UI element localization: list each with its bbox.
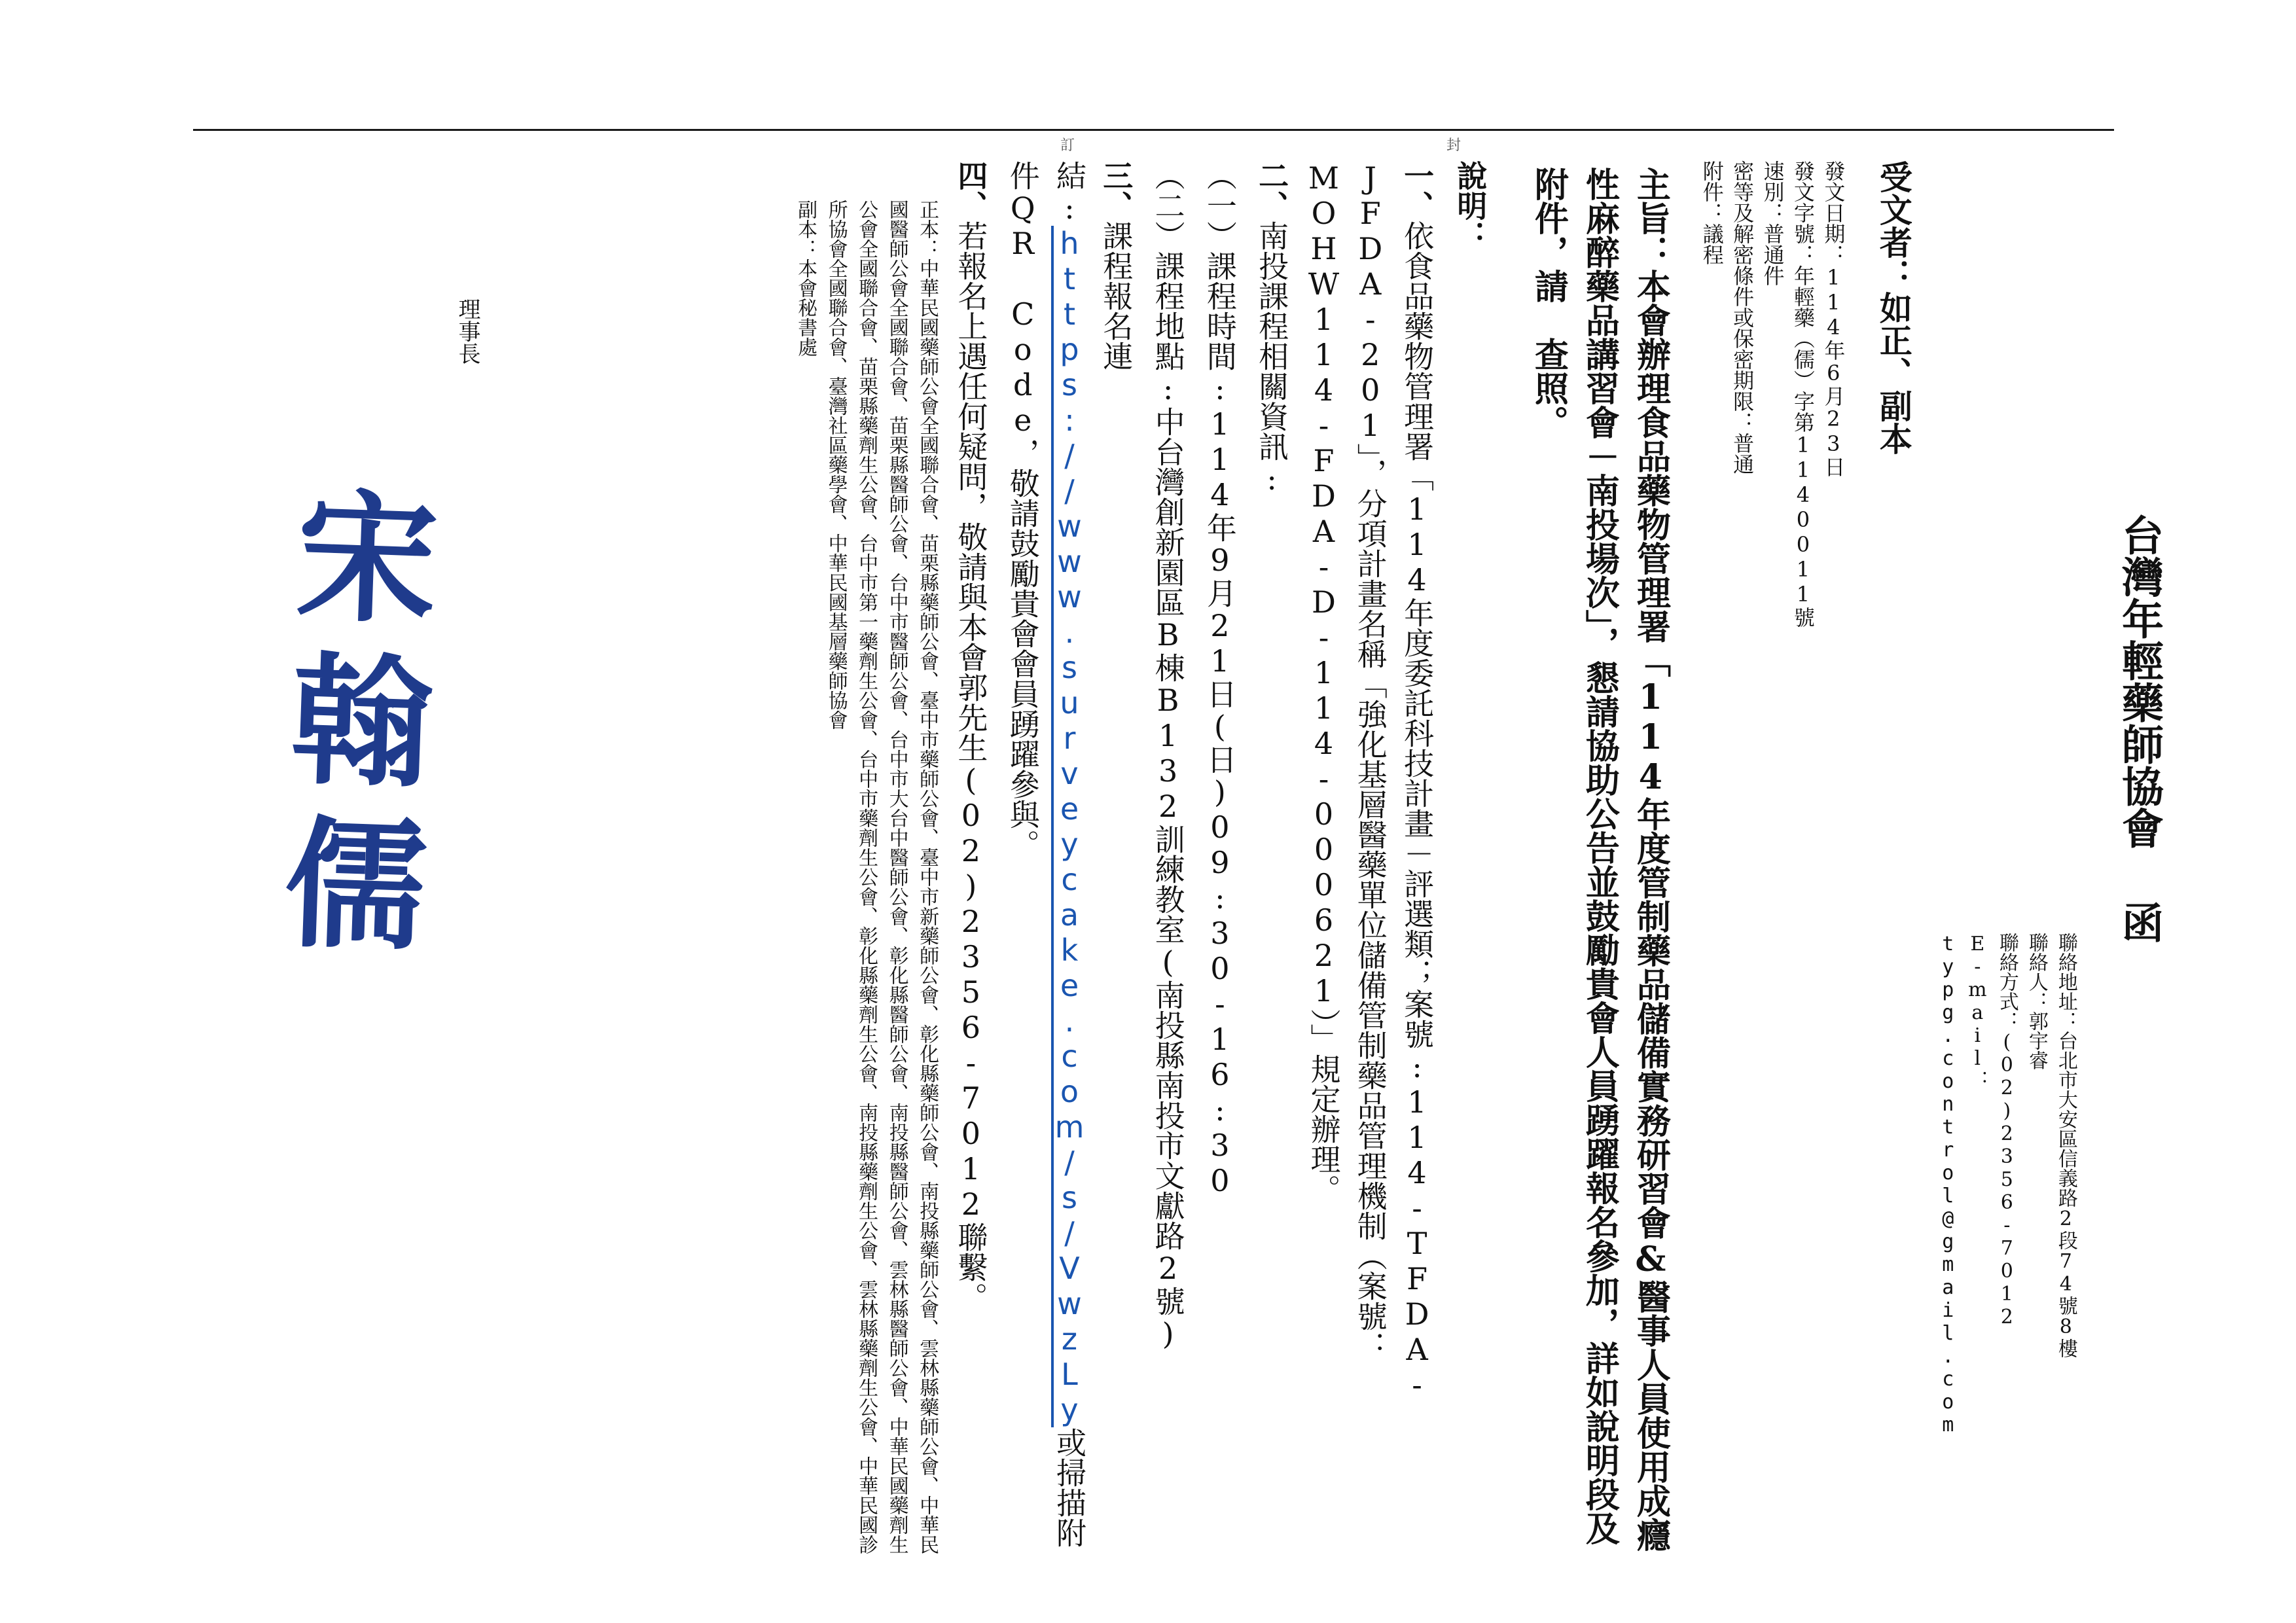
fold-mark: 封 <box>1446 137 1462 154</box>
document-type: 函 <box>2115 901 2164 943</box>
sub-item-text: 課程地點:中台灣創新園區B棟B132訓練教室(南投縣南投市文獻路2號) <box>1150 251 1186 1351</box>
item-text: 南投課程相關資訊: <box>1254 221 1290 497</box>
sender-contact-person: 聯絡人：郭宇睿 <box>2024 933 2048 1070</box>
item-text: 依食品藥物管理署「114年度委託科技計畫－評選類；案號:114-TFDA-JFDA-201」，分項計畫名稱「強化基層醫藥單位儲備管制藥品管理機制（案號：MOHW114-FDA-D-114-000621）」規定辦理。 <box>1306 160 1435 1402</box>
description-item-2 <box>1248 160 1295 1567</box>
course-time <box>1196 160 1243 1567</box>
copy-recipients: 副本：本會秘書處 <box>794 200 817 357</box>
signer-title: 理事長 <box>454 298 480 365</box>
delivery-speed: 速別：普通件 <box>1760 160 1785 286</box>
item-text: 課程報名連結: <box>1051 160 1134 371</box>
attachment: 附件：議程 <box>1699 160 1725 265</box>
email-label: E-mail： <box>1965 933 1989 1090</box>
item-number: 四、 <box>953 160 989 221</box>
item-number: 二、 <box>1254 160 1290 221</box>
sender-email-line <box>1933 933 1992 1567</box>
subject-text: 本會辦理食品藥物管理署「114年度管制藥品儲備實務研習會&醫事人員使用成癮性麻醉藥品講習會－南投場次」，懇請協助公告並鼓勵貴會人員踴躍報名參加，詳如說明段及附件，請 查照。 <box>1528 167 1671 1552</box>
top-rule <box>193 129 2114 131</box>
description-item-4 <box>947 160 994 1567</box>
sub-item-number: （二） <box>1150 160 1186 251</box>
issue-date: 發文日期：114年6月23日 <box>1821 160 1846 477</box>
sender-info <box>1933 160 2081 1567</box>
letter-body <box>260 160 2172 1567</box>
fold-mark: 訂 <box>1060 137 1075 154</box>
letter-title <box>2107 160 2172 1567</box>
secrecy-level: 密等及解密條件或保密期限：普通 <box>1730 160 1755 474</box>
organization-name: 台灣年輕藥師協會 <box>2115 514 2164 849</box>
course-location <box>1144 160 1191 1567</box>
sender-address: 聯絡地址：台北市大安區信義路2段74號8樓 <box>2054 933 2077 1358</box>
item-number: 一、 <box>1399 160 1435 221</box>
sub-item-text: 課程時間:114年9月21日(日)09:30-16:30 <box>1202 251 1238 1198</box>
sub-item-number: （一） <box>1202 160 1238 251</box>
description-heading: 說明： <box>1452 160 1488 251</box>
distribution-list <box>790 200 942 1567</box>
subject-label: 主旨： <box>1630 167 1671 269</box>
sender-email: typg.control@gmail.com <box>1936 933 1960 1436</box>
document-meta <box>1696 160 1848 1567</box>
document-number: 發文字號：年輕藥（儒）字第1140011號 <box>1790 160 1816 628</box>
item-number: 三、 <box>1098 160 1134 221</box>
description-item-1 <box>1300 160 1440 1567</box>
chairperson-signature: 宋翰儒 <box>259 480 440 978</box>
original-recipients: 正本：中華民國藥師公會全國聯合會、苗栗縣藥師公會、臺中市藥師公會、臺中市新藥師公會、彰化縣藥師公會、南投縣藥師公會、雲林縣藥師公會、中華民國醫師公會全國聯合會、苗栗縣醫師公會、台中市醫師公會、台中市大台中醫師公會、彰化縣醫師公會、南投縣醫師公會、雲林縣醫師公會、中華民國藥劑生公會全國聯合會、苗栗縣藥劑生公會、台中市第一藥劑生公會、台中市藥劑生公會、彰化縣藥劑生公會、南投縣藥劑生公會、雲林縣藥劑生公會、中華民國診所協會全國聯合會、臺灣社區藥學會、中華民國基層藥師協會 <box>824 200 939 1554</box>
description-item-3 <box>999 160 1139 1567</box>
sender-phone: 聯絡方式：(02)2356-7012 <box>1995 933 2018 1329</box>
item-text: 若報名上遇任何疑問，敬請與本會郭先生(02)2356-7012聯繫。 <box>953 221 989 1312</box>
item-text: 或掃描附件QR Code，敬請鼓勵貴會會員踴躍參與。 <box>1005 160 1087 1548</box>
subject <box>1522 160 1676 1567</box>
registration-link[interactable]: https://www.surveycake.com/s/VwzLy <box>1051 226 1087 1427</box>
receiver: 受文者：如正、副本 <box>1874 160 1913 455</box>
